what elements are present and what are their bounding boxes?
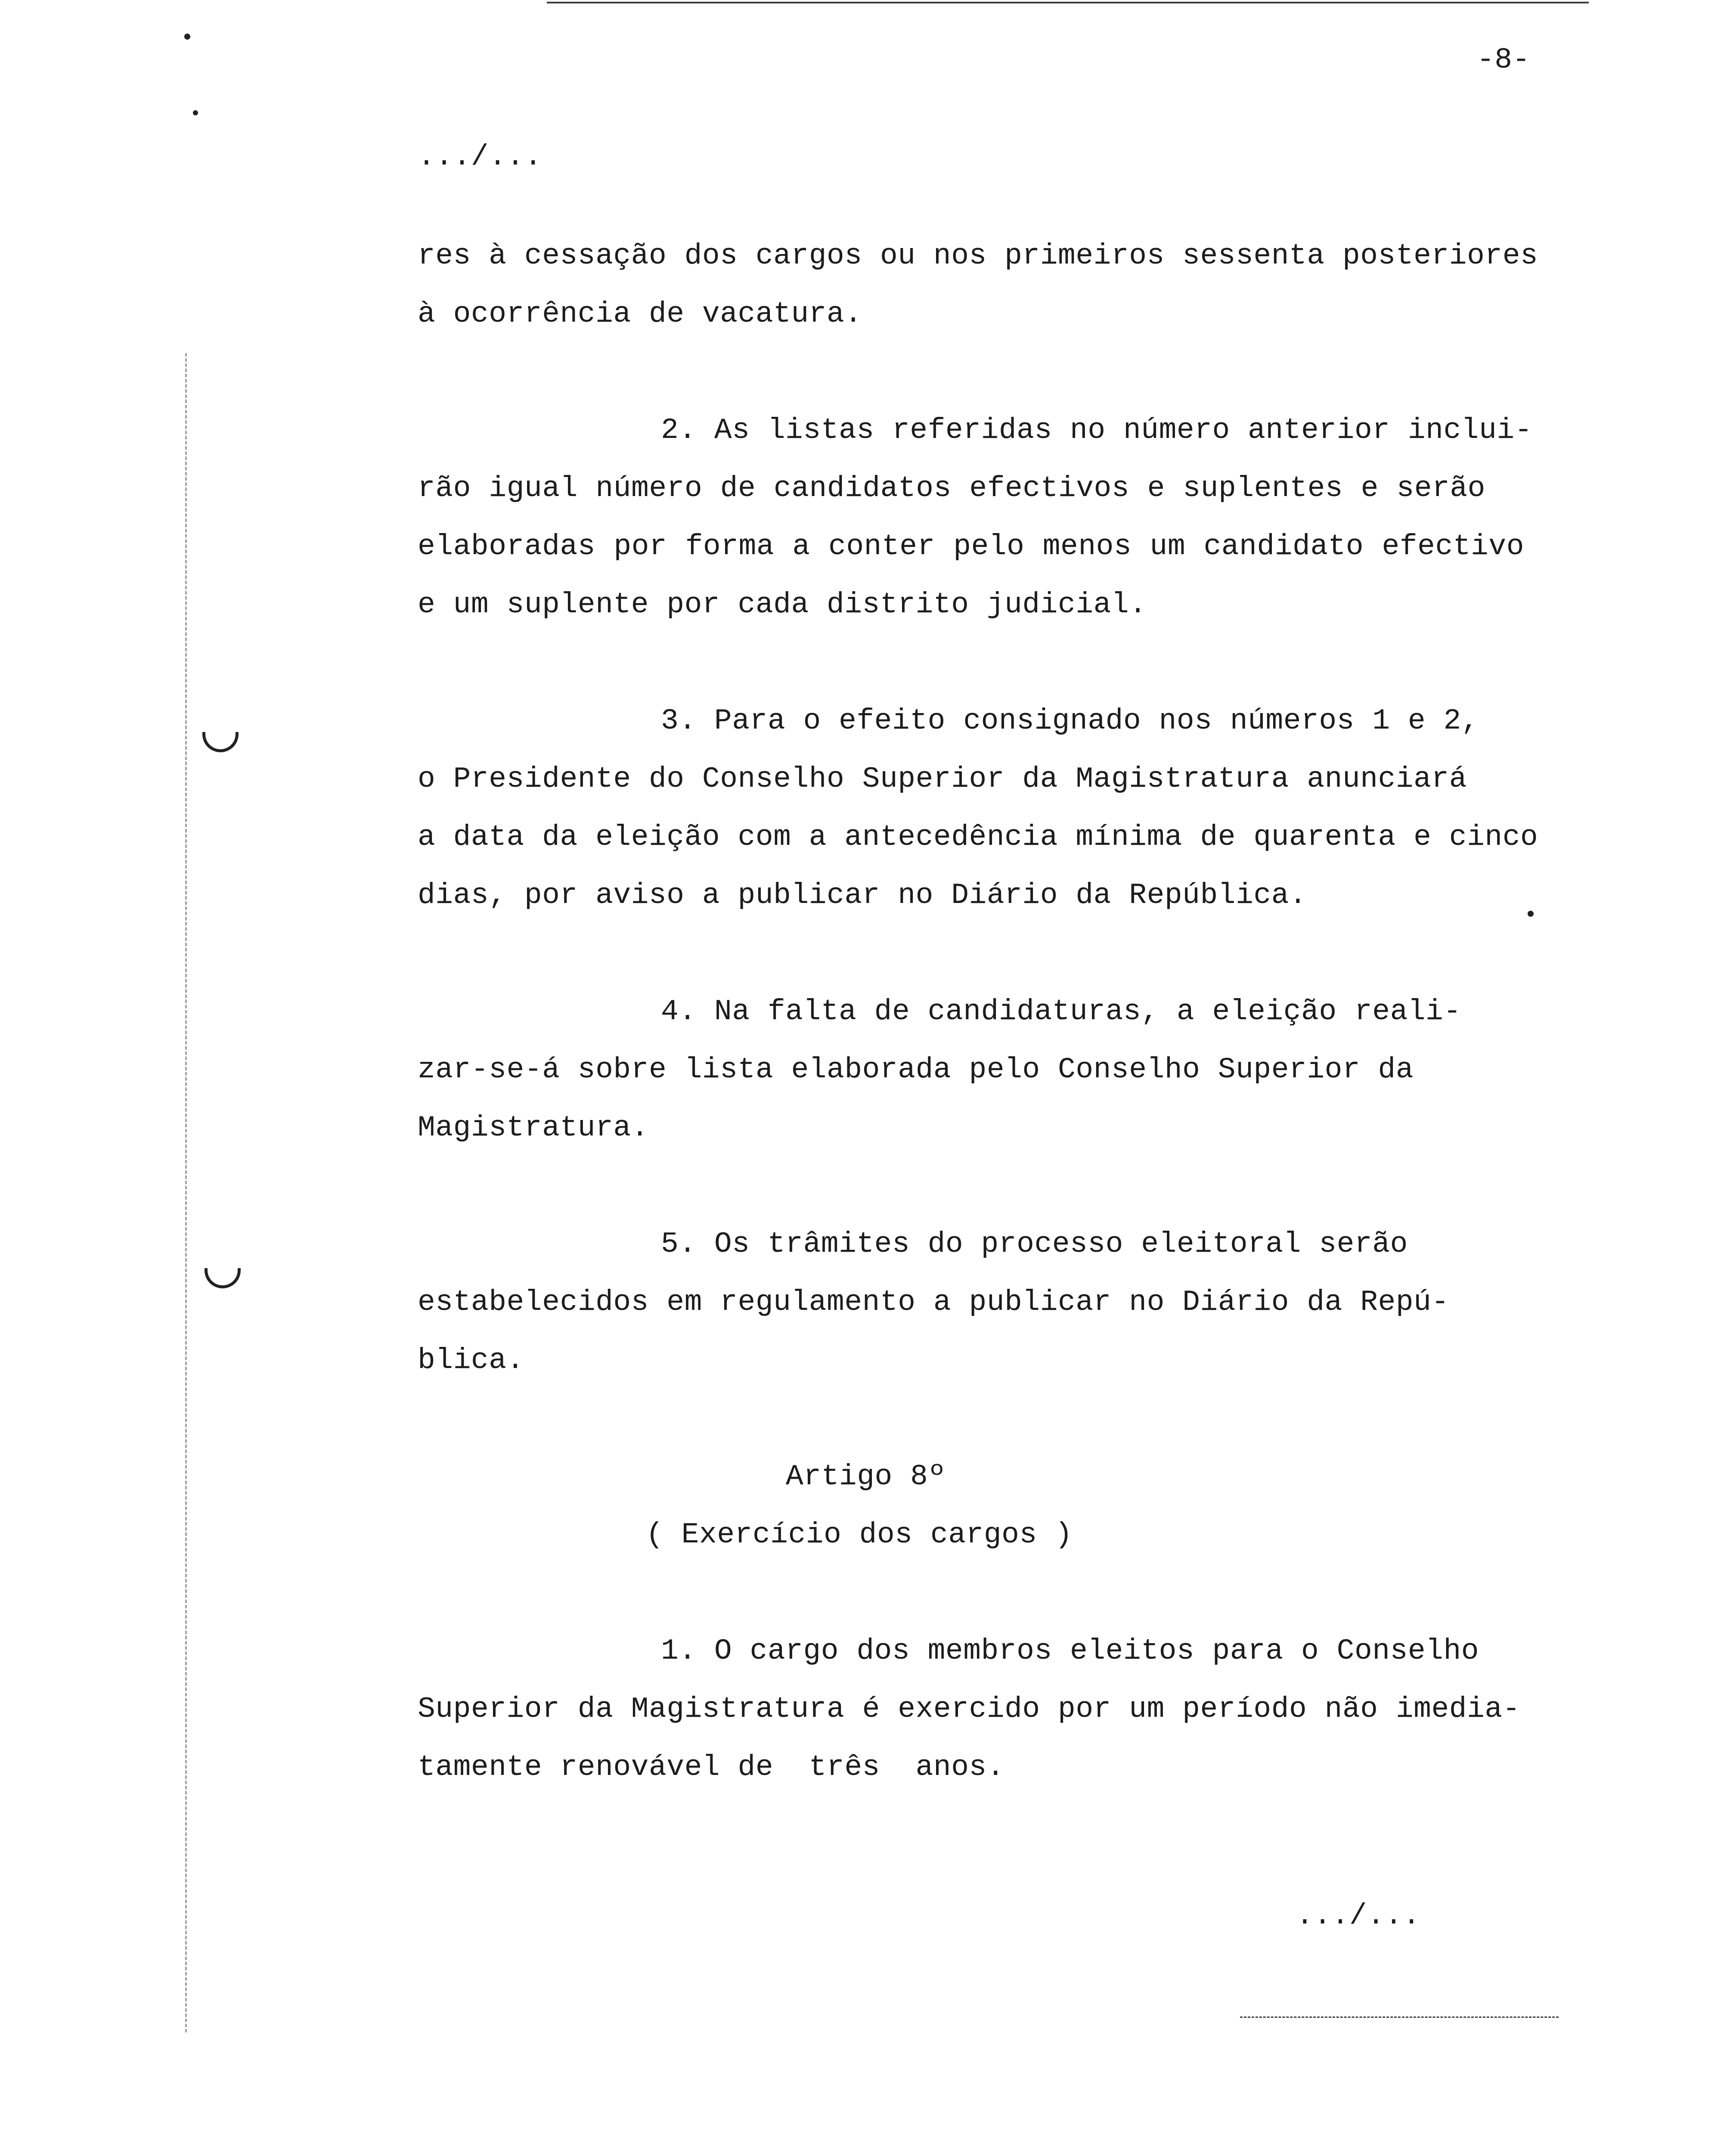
text-line: res à cessação dos cargos ou nos primeiros sessenta posteriores bbox=[418, 239, 1538, 273]
text-line: zar-se-á sobre lista elaborada pelo Conselho Superior da bbox=[418, 1053, 1414, 1086]
paragraph-lead-line: 3. Para o efeito consignado nos números 1 e 2, bbox=[661, 704, 1479, 738]
text-line: estabelecidos em regulamento a publicar no Diário da Repú- bbox=[418, 1286, 1449, 1319]
staple-mark bbox=[202, 732, 239, 752]
top-scan-edge bbox=[547, 2, 1589, 3]
text-line: Magistratura. bbox=[418, 1111, 649, 1145]
text-line: dias, por aviso a publicar no Diário da República. bbox=[418, 879, 1307, 912]
text-line: blica. bbox=[418, 1344, 524, 1377]
paragraph-lead-line: 5. Os trâmites do processo eleitoral serão bbox=[661, 1228, 1408, 1261]
paragraph-lead-line: 1. O cargo dos membros eleitos para o Conselho bbox=[661, 1635, 1479, 1668]
text-line: a data da eleição com a antecedência mínima de quarenta e cinco bbox=[418, 821, 1538, 854]
text-line: à ocorrência de vacatura. bbox=[418, 298, 862, 331]
bottom-scan-edge bbox=[1240, 2016, 1559, 2018]
speck-mark bbox=[1528, 911, 1534, 917]
text-line: rão igual número de candidatos efectivos e suplentes e serão bbox=[418, 472, 1485, 505]
continued-marker-top: .../... bbox=[418, 140, 542, 174]
article-title: Artigo 8º bbox=[786, 1460, 946, 1493]
text-line: elaboradas por forma a conter pelo menos um candidato efectivo bbox=[418, 530, 1524, 563]
text-line: tamente renovável de três anos. bbox=[418, 1751, 1005, 1784]
page-number: -8- bbox=[1477, 43, 1530, 77]
text-line: e um suplente por cada distrito judicial. bbox=[418, 588, 1147, 621]
hole-punch-mark bbox=[184, 34, 190, 40]
staple-mark bbox=[205, 1268, 241, 1288]
article-subtitle: ( Exercício dos cargos ) bbox=[646, 1518, 1073, 1551]
hole-punch-mark bbox=[193, 110, 198, 115]
paragraph-lead-line: 2. As listas referidas no número anterior inclui- bbox=[661, 414, 1533, 447]
text-line: Superior da Magistratura é exercido por um período não imedia- bbox=[418, 1693, 1521, 1726]
paragraph-lead-line: 4. Na falta de candidaturas, a eleição reali- bbox=[661, 995, 1461, 1028]
continued-marker-bottom: .../... bbox=[1296, 1899, 1421, 1933]
text-line: o Presidente do Conselho Superior da Magistratura anunciará bbox=[418, 763, 1467, 796]
binding-edge bbox=[185, 353, 187, 2032]
